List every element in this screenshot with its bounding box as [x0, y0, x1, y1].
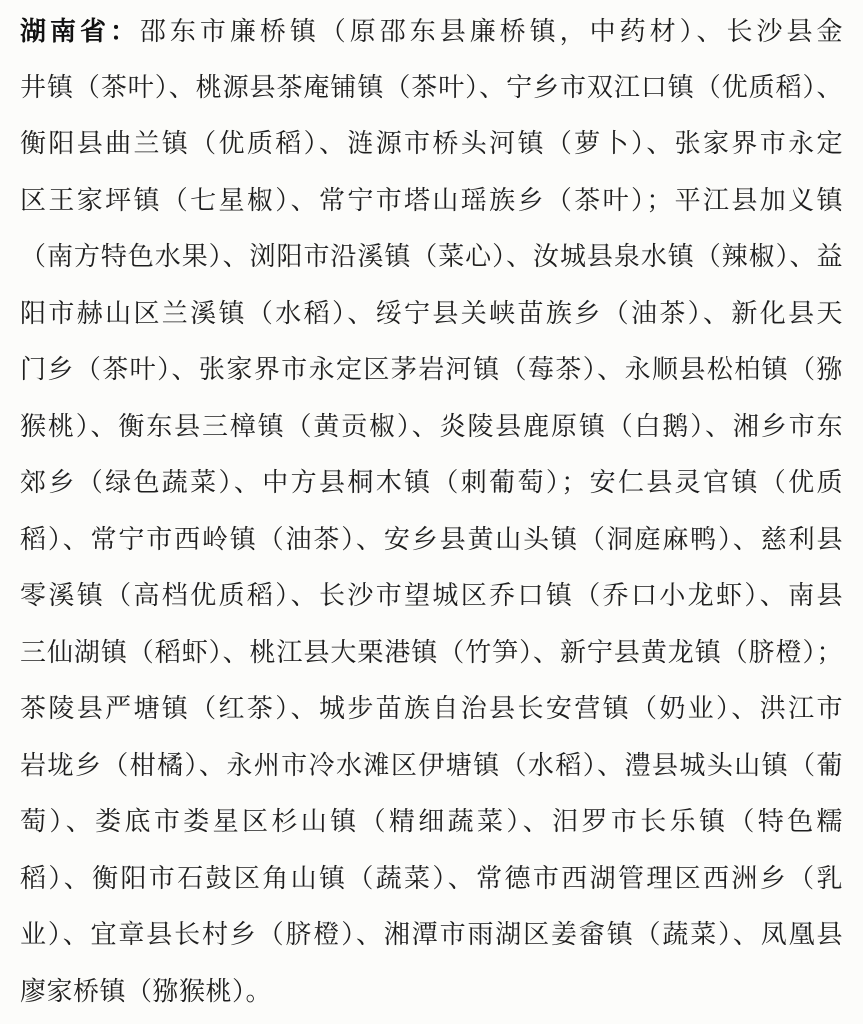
text-line-13: 茶陵县严塘镇（红茶）、城步苗族自治县长安营镇（奶业）、洪江市 [20, 694, 843, 724]
text-line-10: 稻）、常宁市西岭镇（油茶）、安乡县黄山头镇（洞庭麻鸭）、慈利县 [20, 525, 843, 555]
text-line-9: 郊乡（绿色蔬菜）、中方县桐木镇（刺葡萄）；安仁县灵官镇（优质 [20, 468, 843, 498]
text-line-1-body: 邵东市廉桥镇（原邵东县廉桥镇，中药材）、长沙县金 [139, 17, 843, 47]
text-line-14: 岩垅乡（柑橘）、永州市冷水滩区伊塘镇（水稻）、澧县城头山镇（葡 [20, 751, 843, 781]
text-line-12: 三仙湖镇（稻虾）、桃江县大栗港镇（竹笋）、新宁县黄龙镇（脐橙）； [20, 638, 843, 668]
text-line-17: 业）、宜章县长村乡（脐橙）、湘潭市雨湖区姜畲镇（蔬菜）、凤凰县 [20, 920, 843, 950]
text-line-8: 猴桃）、衡东县三樟镇（黄贡椒）、炎陵县鹿原镇（白鹅）、湘乡市东 [20, 412, 843, 442]
text-line-3: 衡阳县曲兰镇（优质稻）、涟源市桥头河镇（萝卜）、张家界市永定 [20, 129, 843, 159]
text-line-5: （南方特色水果）、浏阳市沿溪镇（菜心）、汝城县泉水镇（辣椒）、益 [20, 242, 843, 272]
text-line-16: 稻）、衡阳市石鼓区角山镇（蔬菜）、常德市西湖管理区西洲乡（乳 [20, 864, 843, 894]
text-line-7: 门乡（茶叶）、张家界市永定区茅岩河镇（莓茶）、永顺县松柏镇（猕 [20, 355, 843, 385]
text-line-2: 井镇（茶叶）、桃源县茶庵铺镇（茶叶）、宁乡市双江口镇（优质稻）、 [20, 73, 843, 103]
text-line-15: 萄）、娄底市娄星区杉山镇（精细蔬菜）、汨罗市长乐镇（特色糯 [20, 807, 843, 837]
text-line-11: 零溪镇（高档优质稻）、长沙市望城区乔口镇（乔口小龙虾）、南县 [20, 581, 843, 611]
province-label: 湖南省： [20, 17, 140, 47]
text-line-1 [20, 12, 843, 52]
text-line-6: 阳市赫山区兰溪镇（水稻）、绥宁县关峡苗族乡（油茶）、新化县天 [20, 299, 843, 329]
text-line-18: 廖家桥镇（猕猴桃）。 [20, 977, 273, 1007]
text-line-4: 区王家坪镇（七星椒）、常宁市塔山瑶族乡（茶叶）；平江县加义镇 [20, 186, 843, 216]
